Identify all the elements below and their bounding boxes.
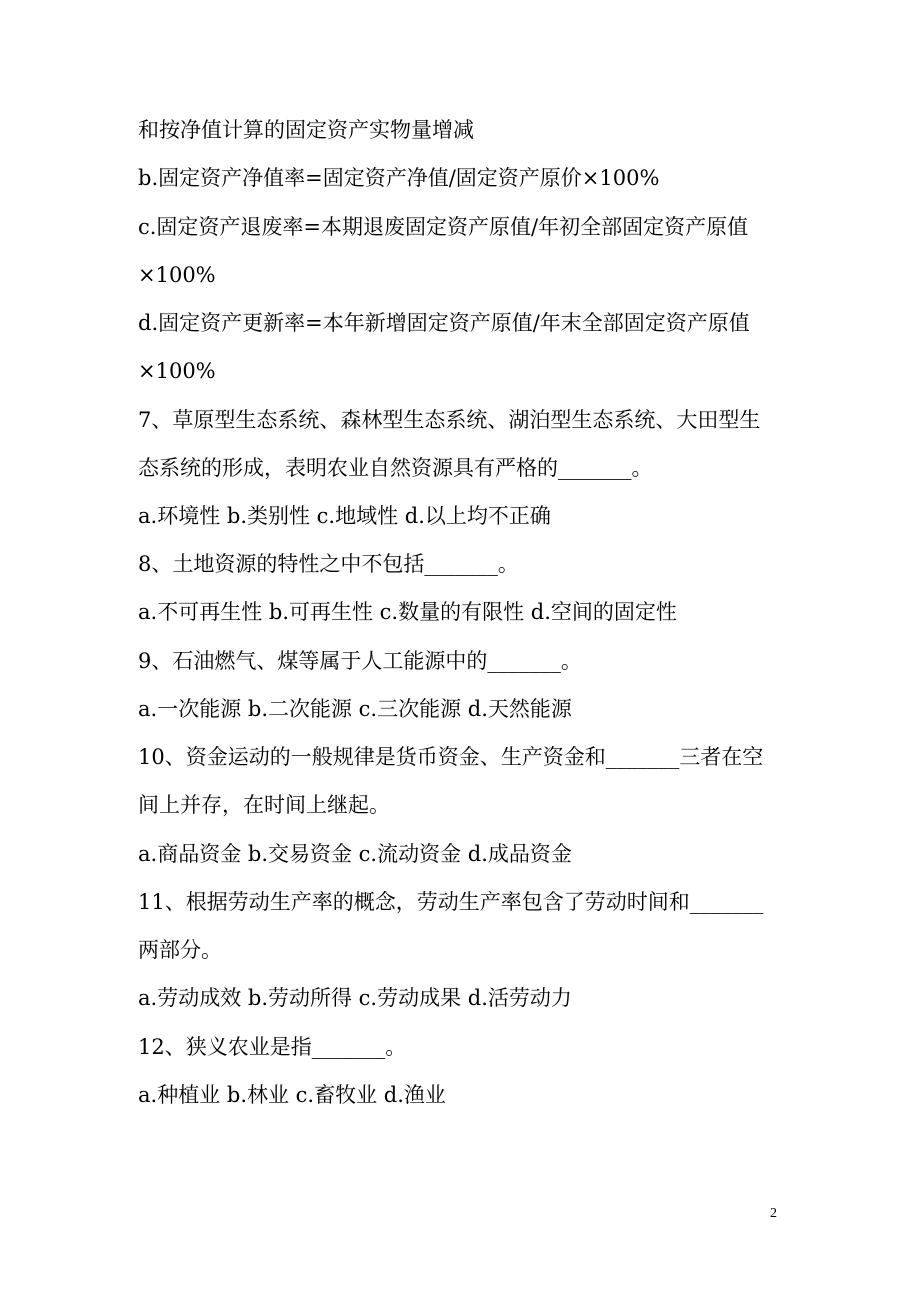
question-8: 8、土地资源的特性之中不包括_______。 <box>138 552 519 576</box>
text-line: d.固定资产更新率=本年新增固定资产原值/年末全部固定资产原值 <box>138 311 750 335</box>
question-11-options: a.劳动成效 b.劳动所得 c.劳动成果 d.活劳动力 <box>138 986 572 1010</box>
question-10-options: a.商品资金 b.交易资金 c.流动资金 d.成品资金 <box>138 842 572 866</box>
question-12: 12、狭义农业是指_______。 <box>138 1035 407 1059</box>
text-line: c.固定资产退废率=本期退废固定资产原值/年初全部固定资产原值 <box>138 215 749 239</box>
page-number: 2 <box>770 1206 777 1221</box>
question-9: 9、石油燃气、煤等属于人工能源中的_______。 <box>138 649 582 673</box>
question-12-options: a.种植业 b.林业 c.畜牧业 d.渔业 <box>138 1083 446 1107</box>
text-line: 和按净值计算的固定资产实物量增减 <box>138 118 474 142</box>
question-11: 11、根据劳动生产率的概念，劳动生产率包含了劳动时间和_______ <box>138 890 764 914</box>
question-8-options: a.不可再生性 b.可再生性 c.数量的有限性 d.空间的固定性 <box>138 600 677 624</box>
text-line: 间上并存，在时间上继起。 <box>138 793 390 817</box>
question-10: 10、资金运动的一般规律是货币资金、生产资金和_______三者在空 <box>138 745 764 769</box>
text-line: ×100% <box>138 263 216 287</box>
text-line: b.固定资产净值率=固定资产净值/固定资产原价×100% <box>138 166 660 190</box>
question-9-options: a.一次能源 b.二次能源 c.三次能源 d.天然能源 <box>138 697 572 721</box>
question-7-options: a.环境性 b.类别性 c.地域性 d.以上均不正确 <box>138 504 551 528</box>
question-7: 7、草原型生态系统、森林型生态系统、湖泊型生态系统、大田型生 <box>138 408 761 432</box>
text-line: ×100% <box>138 359 216 383</box>
text-line: 两部分。 <box>138 938 222 962</box>
text-line: 态系统的形成，表明农业自然资源具有严格的_______。 <box>138 456 653 480</box>
